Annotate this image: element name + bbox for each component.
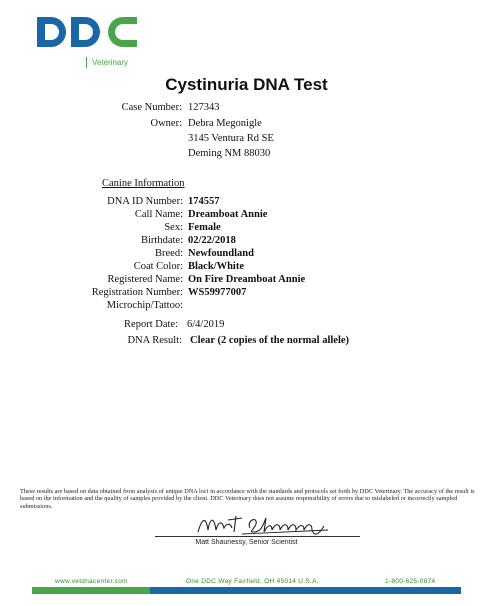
field-value: Female	[188, 222, 221, 233]
footer-band-green	[32, 587, 150, 594]
canine-section-title: Canine Information	[102, 178, 185, 189]
page-title: Cystinuria DNA Test	[165, 75, 328, 94]
phone-text: 1-800-625-0874	[385, 578, 436, 585]
signature-line	[155, 536, 360, 537]
field-label: Call Name:	[134, 209, 183, 220]
field-label: Coat Color:	[133, 261, 183, 272]
report-date-label: Report Date:	[124, 319, 178, 330]
field-label: Breed:	[155, 248, 183, 259]
address-text: One DDC Way Fairfield, OH 45014 U.S.A.	[186, 578, 319, 585]
field-label: Birthdate:	[141, 235, 183, 246]
case-number-label: Case Number:	[121, 102, 182, 113]
signature-image	[192, 510, 332, 538]
report-date-value: 6/4/2019	[187, 319, 225, 330]
field-value: Black/White	[188, 261, 245, 272]
logo-subtitle: Veterinary	[92, 58, 129, 67]
field-label: Registration Number:	[91, 287, 183, 298]
logo-divider	[86, 57, 87, 68]
field-value: On Fire Dreamboat Annie	[188, 274, 306, 285]
owner-address-line2: Deming NM 88030	[188, 148, 271, 159]
case-number-value: 127343	[188, 102, 220, 113]
field-value: 02/22/2018	[188, 235, 236, 246]
field-value: WS59977007	[188, 287, 247, 298]
field-label: Registered Name:	[107, 274, 183, 285]
dna-result-value: Clear (2 copies of the normal allele)	[190, 335, 350, 346]
field-value: Newfoundland	[188, 248, 254, 259]
field-value: 174557	[188, 196, 220, 207]
website-text: www.vetdnacenter.com	[55, 578, 128, 585]
footer-band-blue	[150, 587, 461, 594]
field-label: Sex:	[164, 222, 183, 233]
owner-name: Debra Megonigle	[188, 118, 262, 129]
field-label: DNA ID Number:	[107, 196, 183, 207]
signature-name: Matt Shaunessy, Senior Scientist	[195, 539, 298, 546]
dna-result-label: DNA Result:	[127, 335, 182, 346]
owner-address-line1: 3145 Ventura Rd SE	[188, 133, 274, 144]
disclaimer-text: These results are based on data obtained from analysis of unique DNA loci in accordance with the standards and protocols set forth by DDC Veterinary. The accuracy of the result is based on the information and the quality of samples provided by the client. DDC Veterinary does not assume responsibility of errors due to mislabeled or incorrectly sampled submissions.	[20, 488, 475, 510]
owner-label: Owner:	[150, 118, 182, 129]
field-value: Dreamboat Annie	[188, 209, 268, 220]
field-label: Microchip/Tattoo:	[106, 300, 183, 311]
